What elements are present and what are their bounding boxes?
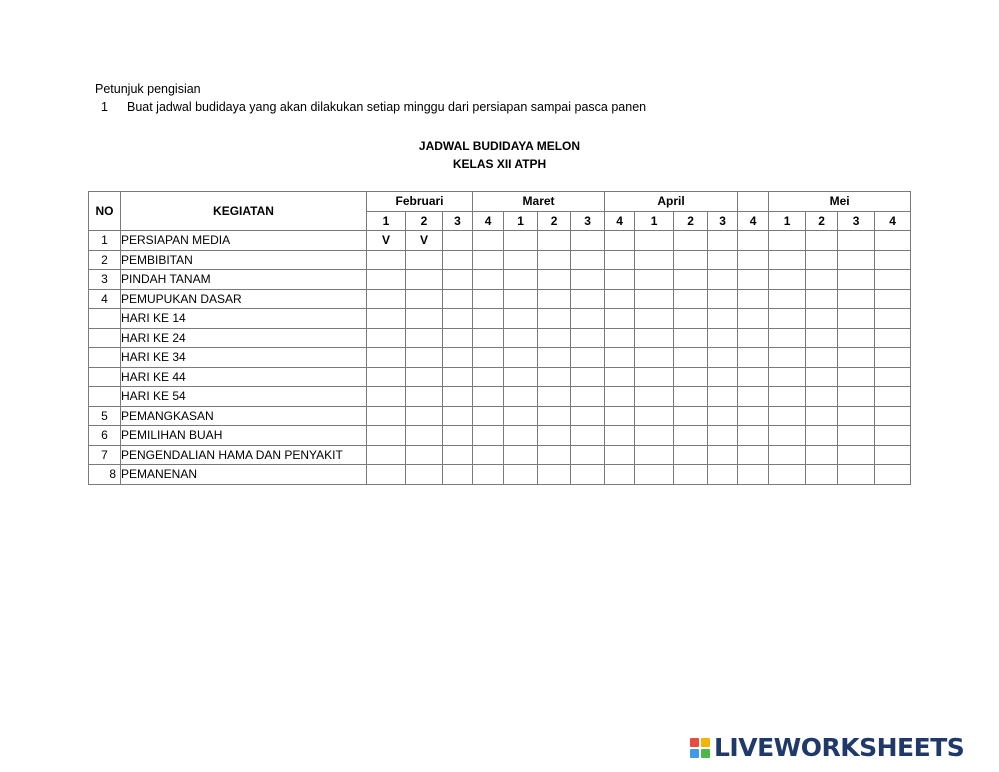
schedule-cell[interactable] (605, 387, 635, 407)
schedule-cell[interactable] (838, 328, 875, 348)
table-row (89, 328, 911, 348)
schedule-cell[interactable] (875, 250, 911, 270)
table-row (89, 387, 911, 407)
schedule-cell[interactable] (635, 250, 674, 270)
schedule-cell[interactable] (708, 250, 738, 270)
schedule-cell[interactable] (473, 387, 504, 407)
schedule-cell[interactable] (708, 387, 738, 407)
schedule-cell[interactable] (738, 426, 769, 446)
schedule-cell[interactable] (504, 250, 538, 270)
schedule-cell[interactable] (605, 348, 635, 368)
row-activity: HARI KE 44 (121, 367, 367, 387)
header-month: Februari (367, 192, 473, 212)
row-activity: PEMILIHAN BUAH (121, 426, 367, 446)
schedule-cell[interactable] (406, 348, 443, 368)
schedule-cell[interactable] (769, 250, 806, 270)
row-number: 6 (89, 426, 121, 446)
table-row (89, 426, 911, 446)
schedule-cell[interactable] (635, 465, 674, 485)
schedule-cell[interactable] (635, 367, 674, 387)
logo-square (701, 749, 710, 758)
header-month: Maret (473, 192, 605, 212)
schedule-cell[interactable] (443, 465, 473, 485)
schedule-cell[interactable] (605, 406, 635, 426)
schedule-cell[interactable] (708, 367, 738, 387)
schedule-cell[interactable] (605, 231, 635, 251)
schedule-cell[interactable] (838, 445, 875, 465)
schedule-cell[interactable] (538, 348, 571, 368)
schedule-cell[interactable] (504, 445, 538, 465)
schedule-cell[interactable] (806, 348, 838, 368)
schedule-cell[interactable] (504, 270, 538, 290)
header-week: 2 (538, 211, 571, 231)
header-week: 3 (443, 211, 473, 231)
row-number (89, 328, 121, 348)
schedule-cell[interactable] (571, 426, 605, 446)
row-number (89, 387, 121, 407)
row-number: 5 (89, 406, 121, 426)
row-activity: HARI KE 54 (121, 387, 367, 407)
schedule-cell[interactable] (367, 387, 406, 407)
schedule-cell[interactable] (473, 465, 504, 485)
schedule-cell[interactable] (738, 309, 769, 329)
schedule-cell[interactable] (406, 289, 443, 309)
schedule-cell[interactable] (738, 387, 769, 407)
instructions (95, 80, 646, 116)
schedule-cell[interactable] (875, 328, 911, 348)
schedule-cell[interactable] (367, 406, 406, 426)
row-activity: PEMANGKASAN (121, 406, 367, 426)
header-week: 4 (473, 211, 504, 231)
schedule-cell[interactable] (504, 328, 538, 348)
schedule-cell[interactable] (806, 406, 838, 426)
logo-square (690, 738, 699, 747)
schedule-cell[interactable] (406, 309, 443, 329)
schedule-cell[interactable] (738, 231, 769, 251)
schedule-cell[interactable] (769, 270, 806, 290)
schedule-cell[interactable] (738, 328, 769, 348)
schedule-cell[interactable] (875, 445, 911, 465)
schedule-cell[interactable] (708, 348, 738, 368)
schedule-cell[interactable] (443, 406, 473, 426)
schedule-cell[interactable] (806, 270, 838, 290)
schedule-cell[interactable] (708, 406, 738, 426)
schedule-cell[interactable] (605, 289, 635, 309)
schedule-cell[interactable] (875, 270, 911, 290)
schedule-cell[interactable] (443, 309, 473, 329)
schedule-cell[interactable] (806, 289, 838, 309)
schedule-cell[interactable] (738, 348, 769, 368)
schedule-cell[interactable] (443, 348, 473, 368)
instruction-step (95, 98, 646, 116)
schedule-cell[interactable] (473, 231, 504, 251)
schedule-cell[interactable] (635, 348, 674, 368)
schedule-cell[interactable] (738, 465, 769, 485)
schedule-cell[interactable] (406, 426, 443, 446)
schedule-cell[interactable] (806, 250, 838, 270)
schedule-cell[interactable] (571, 250, 605, 270)
schedule-cell[interactable] (406, 270, 443, 290)
schedule-cell[interactable] (838, 406, 875, 426)
schedule-cell[interactable] (635, 270, 674, 290)
schedule-cell[interactable] (406, 387, 443, 407)
schedule-cell[interactable]: V (367, 231, 406, 251)
schedule-cell[interactable] (635, 309, 674, 329)
schedule-cell[interactable] (367, 445, 406, 465)
schedule-cell[interactable] (504, 387, 538, 407)
schedule-cell[interactable] (769, 289, 806, 309)
table-row (89, 270, 911, 290)
row-number: 1 (89, 231, 121, 251)
schedule-cell[interactable] (571, 231, 605, 251)
row-number: 4 (89, 289, 121, 309)
schedule-cell[interactable] (674, 406, 708, 426)
row-number: 2 (89, 250, 121, 270)
schedule-cell[interactable] (538, 426, 571, 446)
schedule-cell[interactable] (504, 348, 538, 368)
schedule-cell[interactable] (605, 426, 635, 446)
row-number: 8 (89, 465, 121, 485)
schedule-cell[interactable] (674, 445, 708, 465)
schedule-cell[interactable] (674, 250, 708, 270)
schedule-cell[interactable] (769, 231, 806, 251)
schedule-cell[interactable] (538, 289, 571, 309)
schedule-cell[interactable] (738, 367, 769, 387)
schedule-cell[interactable] (875, 406, 911, 426)
schedule-cell[interactable] (473, 348, 504, 368)
schedule-table (88, 191, 911, 485)
schedule-cell[interactable] (674, 328, 708, 348)
schedule-cell[interactable] (504, 367, 538, 387)
schedule-cell[interactable] (605, 465, 635, 485)
header-week: 4 (605, 211, 635, 231)
header-week: 3 (838, 211, 875, 231)
schedule-cell[interactable] (571, 367, 605, 387)
schedule-cell[interactable] (367, 426, 406, 446)
schedule-cell[interactable] (571, 387, 605, 407)
table-row (89, 231, 911, 251)
schedule-cell[interactable] (406, 328, 443, 348)
schedule-cell[interactable] (504, 406, 538, 426)
schedule-cell[interactable] (473, 309, 504, 329)
schedule-cell[interactable] (875, 289, 911, 309)
schedule-cell[interactable] (806, 465, 838, 485)
schedule-cell[interactable] (538, 387, 571, 407)
schedule-cell[interactable] (708, 309, 738, 329)
row-activity: HARI KE 24 (121, 328, 367, 348)
schedule-cell[interactable] (875, 367, 911, 387)
schedule-cell[interactable] (443, 426, 473, 446)
schedule-cell[interactable] (443, 387, 473, 407)
schedule-cell[interactable] (473, 250, 504, 270)
schedule-cell[interactable] (838, 231, 875, 251)
schedule-cell[interactable] (504, 231, 538, 251)
instruction-step-text: Buat jadwal budidaya yang akan dilakukan setiap minggu dari persiapan sampai pasca panen (127, 100, 647, 114)
schedule-cell[interactable] (674, 348, 708, 368)
schedule-cell[interactable] (538, 250, 571, 270)
schedule-cell[interactable]: V (406, 231, 443, 251)
schedule-cell[interactable] (605, 270, 635, 290)
row-number (89, 367, 121, 387)
schedule-cell[interactable] (406, 250, 443, 270)
schedule-cell[interactable] (571, 465, 605, 485)
schedule-cell[interactable] (443, 367, 473, 387)
schedule-cell[interactable] (875, 387, 911, 407)
row-activity: PEMANENAN (121, 465, 367, 485)
schedule-cell[interactable] (806, 367, 838, 387)
schedule-cell[interactable] (674, 270, 708, 290)
schedule-cell[interactable] (769, 348, 806, 368)
schedule-cell[interactable] (504, 309, 538, 329)
schedule-cell[interactable] (367, 250, 406, 270)
schedule-cell[interactable] (605, 250, 635, 270)
table-row (89, 465, 911, 485)
logo-squares-icon (690, 738, 710, 758)
schedule-cell[interactable] (473, 289, 504, 309)
schedule-cell[interactable] (571, 348, 605, 368)
schedule-cell[interactable] (838, 348, 875, 368)
schedule-cell[interactable] (838, 289, 875, 309)
header-week: 2 (806, 211, 838, 231)
schedule-cell[interactable] (473, 328, 504, 348)
schedule-cell[interactable] (367, 270, 406, 290)
schedule-cell[interactable] (571, 289, 605, 309)
schedule-cell[interactable] (708, 289, 738, 309)
schedule-cell[interactable] (571, 445, 605, 465)
title-line-1: JADWAL BUDIDAYA MELON (418, 139, 581, 153)
schedule-cell[interactable] (406, 445, 443, 465)
row-activity: PINDAH TANAM (121, 270, 367, 290)
schedule-cell[interactable] (674, 231, 708, 251)
schedule-cell[interactable] (769, 328, 806, 348)
row-activity: HARI KE 34 (121, 348, 367, 368)
schedule-cell[interactable] (674, 465, 708, 485)
header-week: 3 (708, 211, 738, 231)
schedule-cell[interactable] (838, 367, 875, 387)
instructions-heading: Petunjuk pengisian (95, 82, 201, 96)
schedule-cell[interactable] (538, 231, 571, 251)
schedule-cell[interactable] (738, 406, 769, 426)
row-number: 3 (89, 270, 121, 290)
schedule-cell[interactable] (367, 309, 406, 329)
header-week: 1 (635, 211, 674, 231)
schedule-cell[interactable] (571, 270, 605, 290)
schedule-cell[interactable] (769, 445, 806, 465)
schedule-cell[interactable] (769, 426, 806, 446)
row-number (89, 348, 121, 368)
schedule-cell[interactable] (708, 270, 738, 290)
schedule-cell[interactable] (738, 445, 769, 465)
schedule-cell[interactable] (605, 445, 635, 465)
schedule-cell[interactable] (473, 270, 504, 290)
schedule-cell[interactable] (538, 406, 571, 426)
logo-text: LIVEWORKSHEETS (714, 733, 965, 762)
schedule-cell[interactable] (538, 465, 571, 485)
schedule-cell[interactable] (473, 406, 504, 426)
schedule-cell[interactable] (443, 289, 473, 309)
schedule-cell[interactable] (769, 309, 806, 329)
header-week: 1 (367, 211, 406, 231)
row-activity: PEMBIBITAN (121, 250, 367, 270)
schedule-cell[interactable] (806, 426, 838, 446)
header-week: 4 (875, 211, 911, 231)
row-activity: PENGENDALIAN HAMA DAN PENYAKIT (121, 445, 367, 465)
schedule-cell[interactable] (838, 270, 875, 290)
table-row (89, 348, 911, 368)
schedule-cell[interactable] (538, 328, 571, 348)
schedule-cell[interactable] (367, 328, 406, 348)
schedule-cell[interactable] (875, 309, 911, 329)
schedule-cell[interactable] (571, 309, 605, 329)
table-row (89, 367, 911, 387)
schedule-cell[interactable] (875, 348, 911, 368)
schedule-cell[interactable] (738, 270, 769, 290)
schedule-cell[interactable] (473, 367, 504, 387)
schedule-cell[interactable] (635, 426, 674, 446)
schedule-cell[interactable] (875, 231, 911, 251)
schedule-cell[interactable] (473, 445, 504, 465)
schedule-cell[interactable] (605, 367, 635, 387)
schedule-cell[interactable] (443, 270, 473, 290)
row-activity: PERSIAPAN MEDIA (121, 231, 367, 251)
table-row (89, 250, 911, 270)
instruction-step-number: 1 (101, 100, 108, 114)
schedule-cell[interactable] (406, 465, 443, 485)
row-activity: HARI KE 14 (121, 309, 367, 329)
schedule-cell[interactable] (443, 250, 473, 270)
schedule-cell[interactable] (538, 270, 571, 290)
schedule-cell[interactable] (708, 426, 738, 446)
schedule-cell[interactable] (708, 465, 738, 485)
schedule-cell[interactable] (838, 250, 875, 270)
schedule-cell[interactable] (806, 328, 838, 348)
schedule-cell[interactable] (738, 289, 769, 309)
schedule-cell[interactable] (769, 367, 806, 387)
header-week: 1 (504, 211, 538, 231)
header-month (738, 192, 769, 212)
header-no: NO (89, 192, 121, 231)
title-line-2: KELAS XII ATPH (452, 157, 547, 171)
liveworksheets-logo (690, 733, 964, 762)
schedule-cell[interactable] (806, 309, 838, 329)
schedule-cell[interactable] (367, 348, 406, 368)
document-title (0, 137, 999, 173)
schedule-cell[interactable] (635, 445, 674, 465)
row-activity: PEMUPUKAN DASAR (121, 289, 367, 309)
header-week: 2 (406, 211, 443, 231)
schedule-cell[interactable] (406, 406, 443, 426)
schedule-cell[interactable] (769, 465, 806, 485)
schedule-cell[interactable] (605, 328, 635, 348)
schedule-cell[interactable] (769, 406, 806, 426)
schedule-cell[interactable] (674, 309, 708, 329)
schedule-cell[interactable] (443, 445, 473, 465)
table-row (89, 406, 911, 426)
header-week: 2 (674, 211, 708, 231)
schedule-cell[interactable] (367, 367, 406, 387)
schedule-cell[interactable] (367, 289, 406, 309)
schedule-cell[interactable] (605, 309, 635, 329)
schedule-cell[interactable] (708, 445, 738, 465)
schedule-cell[interactable] (674, 367, 708, 387)
schedule-cell[interactable] (538, 445, 571, 465)
schedule-cell[interactable] (708, 328, 738, 348)
table-row (89, 445, 911, 465)
schedule-cell[interactable] (504, 465, 538, 485)
schedule-cell[interactable] (769, 387, 806, 407)
schedule-cell[interactable] (838, 387, 875, 407)
table-row (89, 309, 911, 329)
schedule-cell[interactable] (635, 231, 674, 251)
schedule-cell[interactable] (571, 406, 605, 426)
schedule-cell[interactable] (806, 231, 838, 251)
header-month: April (605, 192, 738, 212)
logo-square (690, 749, 699, 758)
schedule-cell[interactable] (406, 367, 443, 387)
schedule-cell[interactable] (875, 465, 911, 485)
header-month: Mei (769, 192, 911, 212)
header-week: 3 (571, 211, 605, 231)
row-number: 7 (89, 445, 121, 465)
header-week: 4 (738, 211, 769, 231)
schedule-cell[interactable] (367, 465, 406, 485)
schedule-cell[interactable] (571, 328, 605, 348)
schedule-cell[interactable] (443, 231, 473, 251)
schedule-cell[interactable] (473, 426, 504, 446)
schedule-cell[interactable] (806, 387, 838, 407)
schedule-cell[interactable] (635, 406, 674, 426)
schedule-cell[interactable] (504, 289, 538, 309)
schedule-cell[interactable] (635, 328, 674, 348)
schedule-cell[interactable] (838, 426, 875, 446)
schedule-cell[interactable] (538, 367, 571, 387)
schedule-cell[interactable] (875, 426, 911, 446)
schedule-cell[interactable] (674, 387, 708, 407)
schedule-cell[interactable] (838, 309, 875, 329)
row-number (89, 309, 121, 329)
schedule-cell[interactable] (838, 465, 875, 485)
schedule-cell[interactable] (635, 387, 674, 407)
schedule-cell[interactable] (708, 231, 738, 251)
schedule-cell[interactable] (504, 426, 538, 446)
logo-square (701, 738, 710, 747)
schedule-cell[interactable] (443, 328, 473, 348)
header-week: 1 (769, 211, 806, 231)
schedule-cell[interactable] (538, 309, 571, 329)
schedule-cell[interactable] (806, 445, 838, 465)
schedule-cell[interactable] (635, 289, 674, 309)
schedule-cell[interactable] (738, 250, 769, 270)
header-activity: KEGIATAN (121, 192, 367, 231)
schedule-cell[interactable] (674, 426, 708, 446)
schedule-cell[interactable] (674, 289, 708, 309)
table-row (89, 289, 911, 309)
